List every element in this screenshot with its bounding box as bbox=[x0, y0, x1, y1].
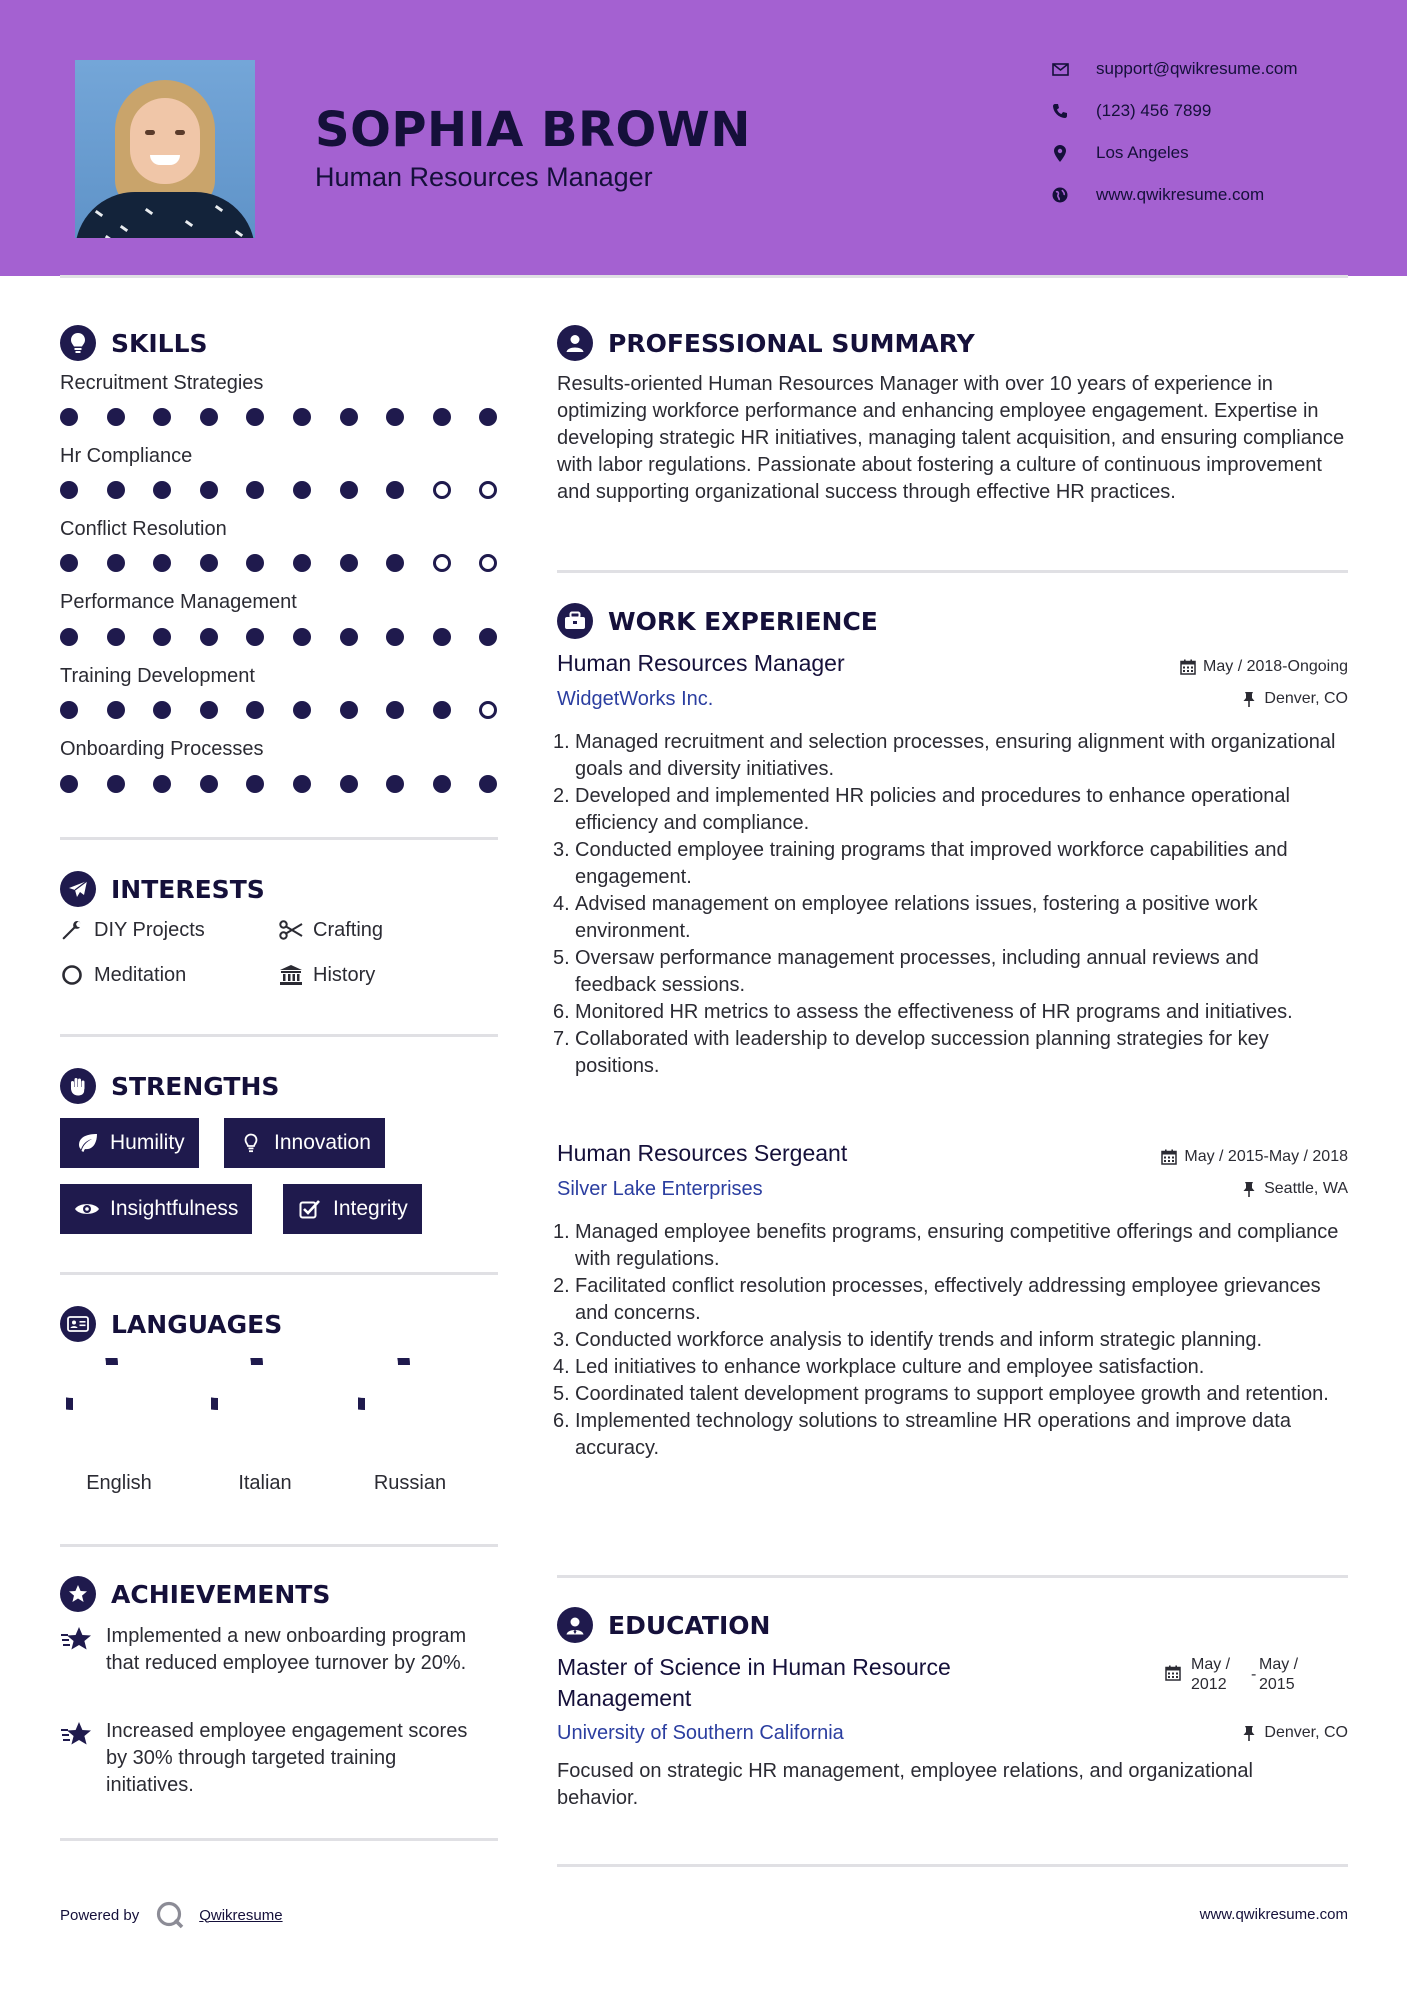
achievement-item: Increased employee engagement scores by 30% through targeted training initiatives. bbox=[60, 1718, 480, 1799]
strength-tag: Humility bbox=[60, 1118, 199, 1168]
education-location: Denver, CO bbox=[1240, 1724, 1348, 1742]
rating-dot-filled bbox=[340, 554, 358, 572]
job-date: May / 2018-Ongoing bbox=[1179, 658, 1348, 676]
hand-icon bbox=[60, 1068, 96, 1104]
language-name: Italian bbox=[238, 1472, 292, 1494]
envelope-icon bbox=[1050, 59, 1070, 79]
footer-website[interactable]: www.qwikresume.com bbox=[1199, 1906, 1348, 1923]
rating-dot-filled bbox=[293, 701, 311, 719]
skill-label: Hr Compliance bbox=[60, 445, 193, 467]
language-name: Russian bbox=[373, 1472, 447, 1494]
rating-dot-filled bbox=[340, 408, 358, 426]
section-divider bbox=[60, 1544, 498, 1547]
experience-heading: WORK EXPERIENCE bbox=[557, 603, 878, 639]
rating-dot-filled bbox=[246, 554, 264, 572]
rating-dot-filled bbox=[340, 775, 358, 793]
rating-dot-filled bbox=[340, 701, 358, 719]
qwikresume-logo-icon bbox=[155, 1900, 185, 1930]
rating-dot-filled bbox=[246, 628, 264, 646]
education-degree: Master of Science in Human Resource Management bbox=[557, 1654, 951, 1711]
rating-dot-filled bbox=[479, 775, 497, 793]
rating-dot-filled bbox=[479, 408, 497, 426]
thumbtack-icon bbox=[1240, 690, 1258, 708]
interests-heading: INTERESTS bbox=[60, 871, 265, 907]
rating-dot-filled bbox=[246, 775, 264, 793]
rating-dot-filled bbox=[386, 481, 404, 499]
rating-dot-empty bbox=[479, 701, 497, 719]
language-level-arc bbox=[66, 1358, 112, 1404]
rating-dot-filled bbox=[153, 554, 171, 572]
list-item: Facilitated conflict resolution processes, effectively addressing employee grievances and concerns. bbox=[575, 1275, 1321, 1324]
language-ring bbox=[211, 1358, 303, 1450]
rating-dot-filled bbox=[200, 775, 218, 793]
language-level-arc bbox=[358, 1358, 404, 1404]
circle-icon bbox=[60, 963, 84, 987]
rating-dot-empty bbox=[479, 481, 497, 499]
lightbulb-icon bbox=[60, 325, 96, 361]
education-description: Focused on strategic HR management, employee relations, and organizational behavior. bbox=[557, 1760, 1253, 1809]
rating-dot-filled bbox=[107, 628, 125, 646]
graduate-icon bbox=[557, 1607, 593, 1643]
rating-dot-filled bbox=[200, 481, 218, 499]
contact-email[interactable]: support@qwikresume.com bbox=[1050, 56, 1380, 82]
rating-dot-filled bbox=[107, 408, 125, 426]
footer-powered-by: Powered by Qwikresume bbox=[60, 1900, 283, 1930]
job-company: Silver Lake Enterprises bbox=[557, 1178, 763, 1200]
qwikresume-link[interactable]: Qwikresume bbox=[199, 1906, 283, 1924]
skills-heading: SKILLS bbox=[60, 325, 208, 361]
star-icon bbox=[60, 1625, 92, 1653]
list-item: Conducted employee training programs that improved workforce capabilities and engagement. bbox=[575, 839, 1288, 888]
list-item: Advised management on employee relations issues, fostering a positive work environment. bbox=[575, 893, 1258, 942]
education-school: University of Southern California bbox=[557, 1722, 844, 1744]
resume-header bbox=[0, 0, 1407, 276]
calendar-icon bbox=[1160, 1148, 1178, 1166]
rating-dot-filled bbox=[386, 775, 404, 793]
rating-dot-filled bbox=[479, 628, 497, 646]
rating-dot-filled bbox=[60, 775, 78, 793]
strength-tag: Insightfulness bbox=[60, 1184, 252, 1234]
skill-rating bbox=[60, 701, 500, 721]
list-item: Conducted workforce analysis to identify trends and inform strategic planning. bbox=[575, 1329, 1263, 1351]
rating-dot-filled bbox=[340, 481, 358, 499]
skill-rating bbox=[60, 408, 500, 428]
section-divider bbox=[557, 570, 1348, 573]
education-date: May / 2012 - May / 2015 bbox=[1165, 1655, 1309, 1695]
rating-dot-filled bbox=[433, 701, 451, 719]
rating-dot-filled bbox=[200, 701, 218, 719]
university-icon bbox=[279, 963, 303, 987]
list-item: Oversaw performance management processes, including annual reviews and feedback sessions. bbox=[575, 947, 1259, 996]
job-location: Denver, CO bbox=[1240, 690, 1348, 708]
map-marker-icon bbox=[1050, 143, 1070, 163]
section-divider bbox=[557, 1864, 1348, 1867]
rating-dot-filled bbox=[246, 701, 264, 719]
id-card-icon bbox=[60, 1306, 96, 1342]
language-name: English bbox=[86, 1472, 152, 1494]
candidate-name: SOPHIA BROWN bbox=[315, 102, 751, 158]
section-divider bbox=[60, 837, 498, 840]
rating-dot-filled bbox=[386, 554, 404, 572]
achievements-heading: ACHIEVEMENTS bbox=[60, 1576, 330, 1612]
achievement-item: Implemented a new onboarding program that reduced employee turnover by 20%. bbox=[60, 1623, 480, 1677]
skill-label: Onboarding Processes bbox=[60, 738, 264, 760]
rating-dot-filled bbox=[293, 408, 311, 426]
list-item: Coordinated talent development programs to support employee growth and retention. bbox=[575, 1383, 1329, 1405]
rating-dot-filled bbox=[433, 408, 451, 426]
skill-rating bbox=[60, 775, 500, 795]
rating-dot-filled bbox=[60, 481, 78, 499]
paper-plane-icon bbox=[60, 871, 96, 907]
phone-icon bbox=[1050, 101, 1070, 121]
job-responsibilities bbox=[575, 1219, 1345, 1462]
section-divider bbox=[60, 1272, 498, 1275]
rating-dot-filled bbox=[60, 628, 78, 646]
rating-dot-filled bbox=[200, 408, 218, 426]
rating-dot-filled bbox=[60, 408, 78, 426]
candidate-role: Human Resources Manager bbox=[315, 162, 653, 192]
rating-dot-filled bbox=[107, 775, 125, 793]
star-badge-icon bbox=[60, 1576, 96, 1612]
job-location: Seattle, WA bbox=[1240, 1180, 1348, 1198]
calendar-icon bbox=[1179, 658, 1197, 676]
rating-dot-filled bbox=[200, 554, 218, 572]
contact-website[interactable]: www.qwikresume.com bbox=[1050, 182, 1380, 208]
summary-text: Results-oriented Human Resources Manager with over 10 years of experience in optimizing workforce performance and enhancing employee engagement. Expertise in developing strategic HR initiatives, managing talent acquisition, and ensuring compliance with labor regulations. Passionate about fostering a culture of continuous improvement and supporting organizational success through effective HR practices. bbox=[557, 373, 1345, 503]
rating-dot-empty bbox=[433, 481, 451, 499]
rating-dot-empty bbox=[433, 554, 451, 572]
rating-dot-filled bbox=[107, 701, 125, 719]
strengths-heading: STRENGTHS bbox=[60, 1068, 279, 1104]
section-divider bbox=[557, 1575, 1348, 1578]
profile-photo bbox=[75, 60, 255, 238]
rating-dot-filled bbox=[386, 628, 404, 646]
list-item: Managed recruitment and selection processes, ensuring alignment with organizational goals and diversity initiatives. bbox=[575, 731, 1336, 780]
lightbulb-icon bbox=[238, 1132, 264, 1154]
strength-tag: Integrity bbox=[283, 1184, 422, 1234]
rating-dot-filled bbox=[433, 775, 451, 793]
calendar-icon bbox=[1165, 1665, 1185, 1685]
rating-dot-filled bbox=[153, 408, 171, 426]
wrench-icon bbox=[60, 918, 84, 942]
languages-heading: LANGUAGES bbox=[60, 1306, 282, 1342]
rating-dot-filled bbox=[60, 554, 78, 572]
thumbtack-icon bbox=[1240, 1724, 1258, 1742]
skill-rating bbox=[60, 554, 500, 574]
job-title: Human Resources Manager bbox=[557, 650, 845, 676]
rating-dot-filled bbox=[293, 554, 311, 572]
rating-dot-filled bbox=[340, 628, 358, 646]
rating-dot-filled bbox=[153, 701, 171, 719]
rating-dot-filled bbox=[293, 775, 311, 793]
skill-label: Performance Management bbox=[60, 591, 297, 613]
rating-dot-filled bbox=[153, 481, 171, 499]
job-title: Human Resources Sergeant bbox=[557, 1140, 848, 1166]
rating-dot-filled bbox=[60, 701, 78, 719]
rating-dot-filled bbox=[107, 481, 125, 499]
thumbtack-icon bbox=[1240, 1180, 1258, 1198]
user-icon bbox=[557, 325, 593, 361]
skill-label: Training Development bbox=[60, 665, 255, 687]
job-responsibilities bbox=[575, 729, 1345, 1080]
list-item: Implemented technology solutions to streamline HR operations and improve data accuracy. bbox=[575, 1410, 1291, 1459]
strength-tag: Innovation bbox=[224, 1118, 385, 1168]
rating-dot-filled bbox=[386, 701, 404, 719]
job-company: WidgetWorks Inc. bbox=[557, 688, 714, 710]
interest-item: History bbox=[279, 963, 375, 987]
skill-rating bbox=[60, 628, 500, 648]
rating-dot-filled bbox=[386, 408, 404, 426]
briefcase-icon bbox=[557, 603, 593, 639]
check-square-icon bbox=[297, 1198, 323, 1220]
list-item: Developed and implemented HR policies and procedures to enhance operational efficiency and compliance. bbox=[575, 785, 1290, 834]
contact-location: Los Angeles bbox=[1050, 140, 1380, 166]
leaf-icon bbox=[74, 1132, 100, 1154]
section-divider bbox=[60, 1838, 498, 1841]
globe-icon bbox=[1050, 185, 1070, 205]
skill-label: Recruitment Strategies bbox=[60, 372, 264, 394]
skill-rating bbox=[60, 481, 500, 501]
summary-heading: PROFESSIONAL SUMMARY bbox=[557, 325, 975, 361]
rating-dot-filled bbox=[246, 408, 264, 426]
rating-dot-filled bbox=[153, 775, 171, 793]
interest-item: Meditation bbox=[60, 963, 186, 987]
rating-dot-filled bbox=[433, 628, 451, 646]
education-heading: EDUCATION bbox=[557, 1607, 770, 1643]
language-level-arc bbox=[211, 1358, 257, 1404]
list-item: Monitored HR metrics to assess the effectiveness of HR programs and initiatives. bbox=[575, 1001, 1293, 1023]
language-ring bbox=[66, 1358, 158, 1450]
rating-dot-empty bbox=[479, 554, 497, 572]
language-ring bbox=[358, 1358, 450, 1450]
rating-dot-filled bbox=[293, 628, 311, 646]
list-item: Led initiatives to enhance workplace culture and employee satisfaction. bbox=[575, 1356, 1205, 1378]
scissors-icon bbox=[279, 918, 303, 942]
contact-phone[interactable]: (123) 456 7899 bbox=[1050, 98, 1380, 124]
rating-dot-filled bbox=[200, 628, 218, 646]
rating-dot-filled bbox=[107, 554, 125, 572]
interest-item: Crafting bbox=[279, 918, 383, 942]
interest-item: DIY Projects bbox=[60, 918, 205, 942]
eye-icon bbox=[74, 1198, 100, 1220]
header-divider bbox=[60, 275, 1348, 278]
rating-dot-filled bbox=[153, 628, 171, 646]
section-divider bbox=[60, 1034, 498, 1037]
list-item: Managed employee benefits programs, ensuring competitive offerings and compliance with regulations. bbox=[575, 1221, 1339, 1270]
job-date: May / 2015-May / 2018 bbox=[1160, 1148, 1348, 1166]
list-item: Collaborated with leadership to develop succession planning strategies for key positions. bbox=[575, 1028, 1269, 1077]
rating-dot-filled bbox=[246, 481, 264, 499]
skill-label: Conflict Resolution bbox=[60, 518, 227, 540]
rating-dot-filled bbox=[293, 481, 311, 499]
star-icon bbox=[60, 1720, 92, 1748]
